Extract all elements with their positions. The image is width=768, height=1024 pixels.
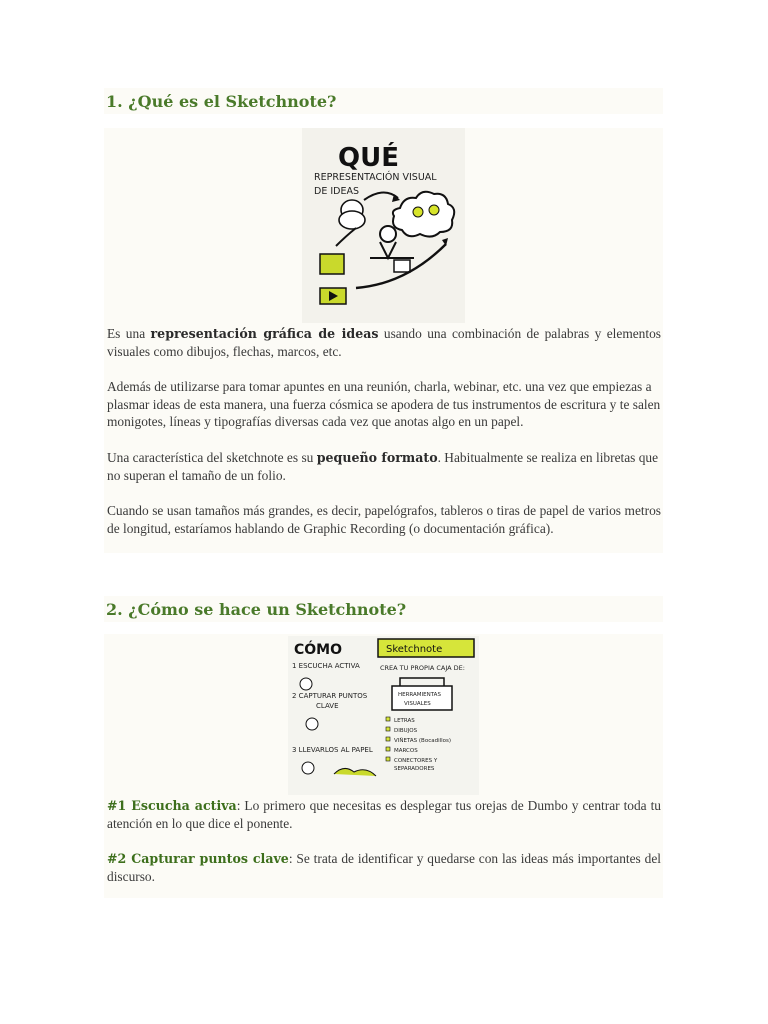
bold-pequeno-formato: pequeño formato [316,450,438,465]
image-step3: 3 LLEVARLOS AL PAPEL [292,746,373,754]
section1-paragraph-2: Además de utilizarse para tomar apuntes en una reunión, charla, webinar, etc. una vez que empiezas a plasmar ideas de esta manera, una fuerza cósmica se apodera de tus instrumentos de escritura y te salen monigotes, líneas y tipografías diversas cada vez que anotas algo en un papel. [107,379,661,429]
section2-paragraph-1: #1 Escucha activa: Lo primero que necesitas es desplegar tus orejas de Dumbo y centrar toda tu atención en lo que dice el ponente. [107,798,661,831]
image-item3: VIÑETAS (Bocadillos) [394,738,452,744]
bold-escucha-activa: #1 Escucha activa [107,798,237,813]
section2-heading: 2. ¿Cómo se hace un Sketchnote? [106,600,407,619]
image-box1: HERRAMIENTAS [398,692,441,698]
image-step1: 1 ESCUCHA ACTIVA [292,662,360,670]
image-tag: Sketchnote [386,644,443,655]
image-line1: REPRESENTACIÓN VISUAL [314,172,437,183]
image-line2: DE IDEAS [314,186,359,197]
image-item2: DIBUJOS [394,728,418,734]
como-sketchnote-image [288,636,479,795]
section1-paragraph-4: Cuando se usan tamaños más grandes, es decir, papelógrafos, tableros o tiras de papel de varios metros de longitud, estaríamos hablando de Graphic Recording (o documentación gráfica). [107,503,661,536]
section2-paragraph-2: #2 Capturar puntos clave: Se trata de identificar y quedarse con las ideas más importantes del discurso. [107,851,661,884]
image-item5b: SEPARADORES [394,766,435,772]
image-title-como: CÓMO [294,642,343,658]
section1-paragraph-1: Es una representación gráfica de ideas usando una combinación de palabras y elementos visuales como dibujos, flechas, marcos, etc. [107,326,661,359]
image-step2b: CLAVE [316,702,339,710]
bold-representacion: representación gráfica de ideas [150,326,379,341]
image-item5a: CONECTORES Y [394,758,438,764]
image-title-que: QUÉ [338,143,399,173]
image-item1: LETRAS [394,718,415,724]
que-sketchnote-image [302,128,465,323]
image-item4: MARCOS [394,748,418,754]
image-step2a: 2 CAPTURAR PUNTOS [292,692,368,700]
image-box2: VISUALES [404,701,431,707]
section1-paragraph-3: Una característica del sketchnote es su pequeño formato. Habitualmente se realiza en libretas que no superan el tamaño de un folio. [107,450,659,483]
bold-capturar-puntos: #2 Capturar puntos clave [107,851,289,866]
image-crea: CREA TU PROPIA CAJA DE: [380,664,465,672]
section1-heading: 1. ¿Qué es el Sketchnote? [106,92,337,111]
